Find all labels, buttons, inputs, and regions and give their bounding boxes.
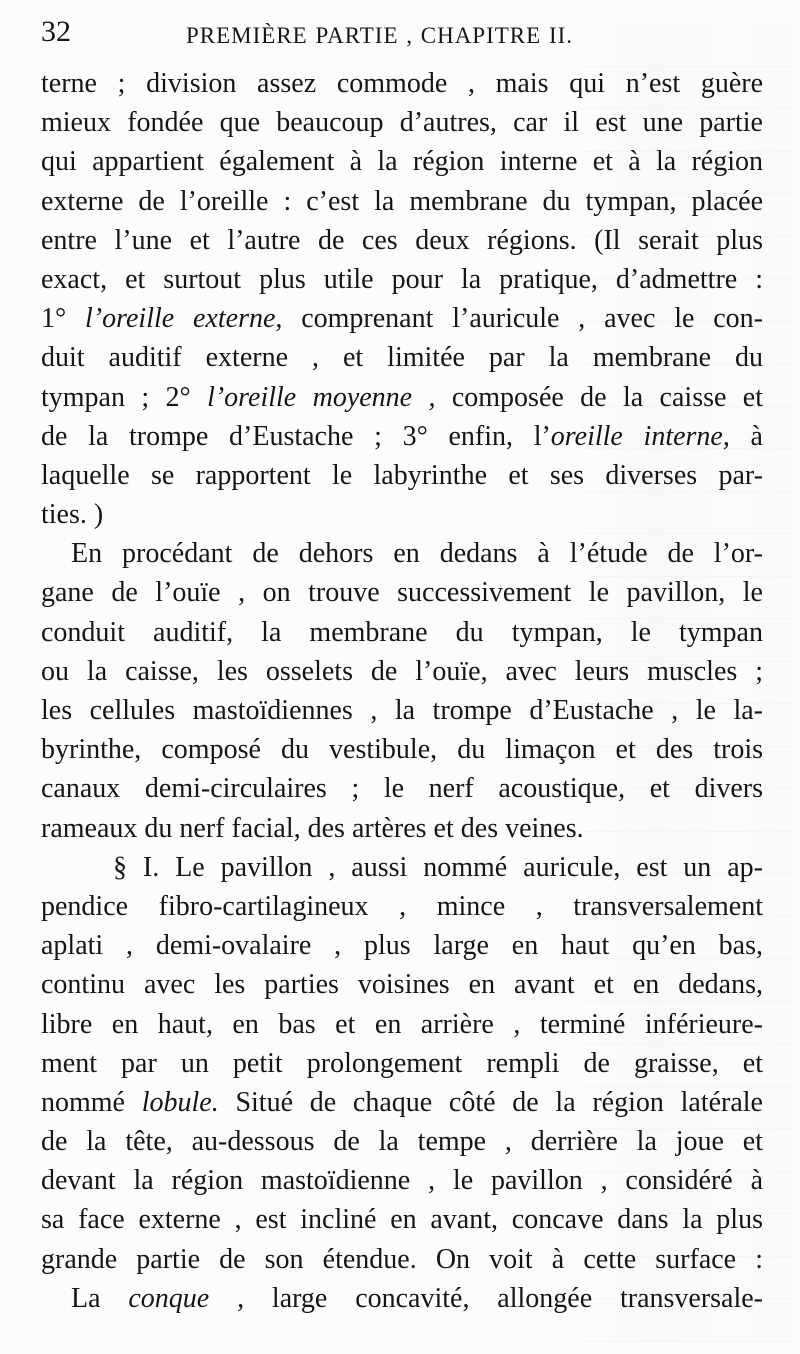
text-segment: ment par un petit prolongement rempli de graisse, et [41, 1047, 763, 1079]
text-segment: ties. ) [41, 499, 104, 531]
text-segment: Situé de chaque côté de la région latérale [218, 1086, 763, 1118]
text-line [41, 1279, 763, 1318]
text-line [41, 1083, 763, 1122]
text-segment: En procédant de dehors en dedans à l’étude de l’or- [71, 538, 763, 570]
text-segment: les cellules mastoïdiennes , la trompe d’Eustache , le la- [41, 695, 763, 726]
italic-term: l’oreille externe, [85, 303, 283, 335]
text-line [41, 103, 763, 142]
text-segment: § I. Le pavillon , aussi nommé auricule, est un ap- [113, 851, 763, 883]
text-segment: tympan ; 2° [41, 381, 208, 413]
text-line [41, 1044, 763, 1083]
text-line [41, 926, 763, 965]
italic-term: oreille interne, [550, 420, 730, 452]
text-line [41, 142, 763, 181]
text-line [41, 221, 763, 260]
text-segment: comprenant l’auricule , avec le con- [282, 303, 764, 335]
text-line [41, 848, 763, 887]
text-line [41, 1200, 763, 1239]
text-line [41, 64, 763, 103]
text-line [41, 456, 763, 495]
italic-term: l’oreille moyenne , [207, 381, 436, 413]
page-number: 32 [41, 15, 71, 48]
italic-term: lobule. [141, 1086, 219, 1118]
text-line [41, 299, 763, 338]
text-line [41, 260, 763, 299]
text-segment: composée de la caisse et [435, 381, 763, 413]
text-segment: sa face externe , est incliné en avant, concave dans la plus [41, 1204, 763, 1236]
text-segment: à [729, 420, 763, 452]
text-segment: mieux fondée que beaucoup d’autres, car il est une partie [41, 107, 763, 139]
text-line [41, 1161, 763, 1200]
text-line [41, 652, 763, 691]
text-segment: entre l’une et l’autre de ces deux régions. (Il serait plus [41, 224, 763, 256]
text-segment: externe de l’oreille : c’est la membrane du tympan, placée [41, 185, 763, 217]
text-line [41, 691, 763, 730]
text-line [41, 417, 763, 456]
text-line [41, 1005, 763, 1044]
text-segment: duit auditif externe , et limitée par la membrane du [41, 342, 763, 374]
text-segment: de la trompe d’Eustache ; 3° enfin, l’ [41, 420, 551, 452]
text-line [41, 1122, 763, 1161]
text-line [41, 769, 763, 808]
text-segment: grande partie de son étendue. On voit à cette surface : [41, 1243, 763, 1275]
text-segment: gane de l’ouïe , on trouve successivement le pavillon, le [41, 577, 763, 609]
text-line [41, 730, 763, 769]
text-line [41, 378, 763, 417]
text-segment: pendice fibro-cartilagineux , mince , transversalement [41, 890, 763, 922]
text-segment: terne ; division assez commode , mais qui n’est guère [41, 68, 763, 99]
text-segment: devant la région mastoïdienne , le pavillon , considéré à [41, 1165, 763, 1197]
text-segment: byrinthe, composé du vestibule, du limaçon et des trois [41, 734, 763, 766]
text-segment: conduit auditif, la membrane du tympan, le tympan [41, 616, 763, 648]
text-line [41, 338, 763, 377]
text-segment: ou la caisse, les osselets de l’ouïe, avec leurs muscles ; [41, 655, 763, 687]
text-line [41, 573, 763, 612]
text-segment: aplati , demi-ovalaire , plus large en haut qu’en bas, [41, 930, 763, 962]
text-segment: rameaux du nerf facial, des artères et des veines. [41, 812, 584, 844]
text-segment: 1° [41, 303, 86, 335]
text-segment: continu avec les parties voisines en avant et en dedans, [41, 969, 763, 1001]
text-segment: canaux demi-circulaires ; le nerf acoustique, et divers [41, 773, 763, 805]
text-segment: exact, et surtout plus utile pour la pratique, d’admettre : [41, 263, 763, 295]
text-line [41, 809, 763, 848]
text-segment: large concavité, allongée transversale- [244, 1282, 764, 1314]
text-line [41, 887, 763, 926]
text-line [41, 965, 763, 1004]
text-line [41, 534, 763, 573]
italic-term: conque , [128, 1282, 245, 1314]
text-segment: libre en haut, en bas et en arrière , terminé inférieure- [41, 1008, 763, 1040]
text-segment: laquelle se rapportent le labyrinthe et ses diverses par- [41, 459, 763, 491]
running-head: PREMIÈRE PARTIE , CHAPITRE II. [186, 23, 574, 48]
text-segment: qui appartient également à la région interne et à la région [41, 146, 763, 178]
text-line [41, 495, 763, 534]
text-segment: La [71, 1282, 129, 1314]
page-header [41, 10, 761, 52]
text-line [41, 1240, 763, 1279]
body-text [41, 64, 763, 1318]
text-line [41, 182, 763, 221]
text-segment: nommé [41, 1086, 142, 1118]
text-line [41, 613, 763, 652]
text-segment: de la tête, au-dessous de la tempe , derrière la joue et [41, 1126, 763, 1158]
